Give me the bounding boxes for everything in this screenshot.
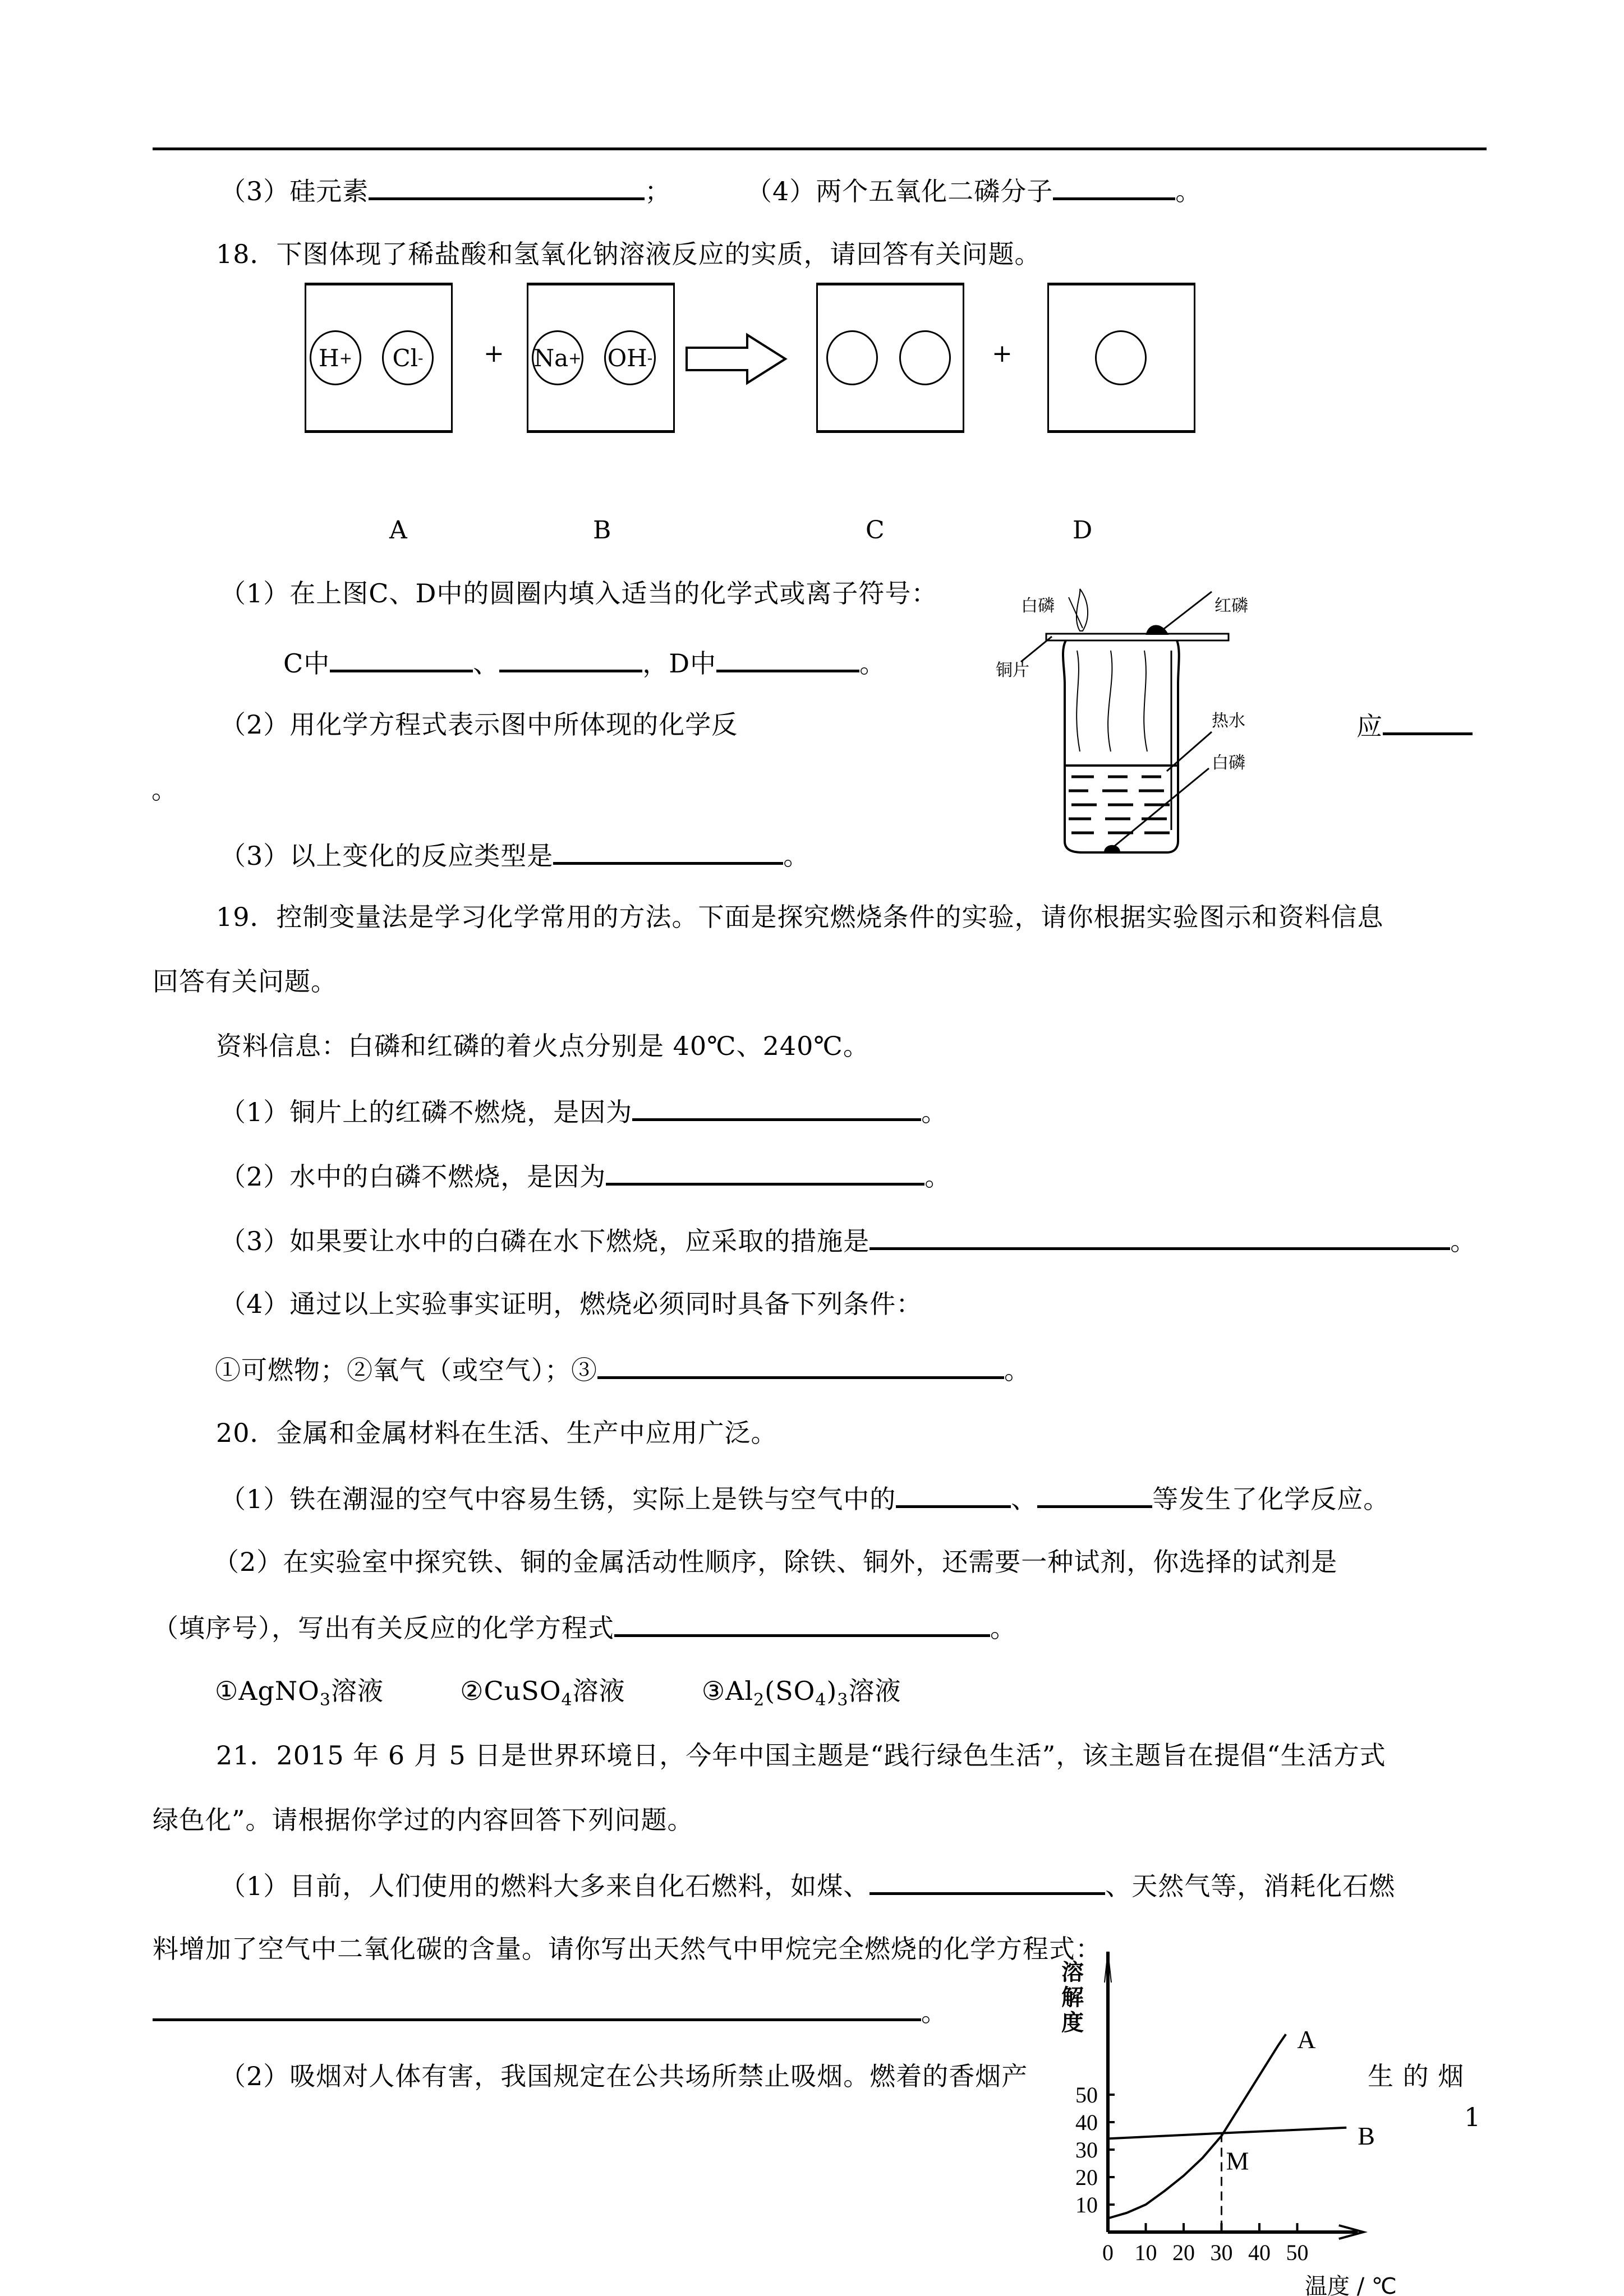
q21-part1-text: （1）目前，人们使用的燃料大多来自化石燃料，如煤、: [220, 1871, 870, 1901]
c-blank-2[interactable]: [499, 645, 642, 672]
plus-sign: +: [992, 339, 1013, 368]
q18-part3-blank[interactable]: [553, 837, 783, 865]
solubility-chart: [1055, 1940, 1425, 2296]
q19-stem-1: 19．控制变量法是学习化学常用的方法。下面是探究燃烧条件的实验，请你根据实验图示和资料信息: [216, 902, 1384, 932]
q18-part1-answers: [283, 645, 886, 680]
q20-part2-text: （填序号），写出有关反应的化学方程式: [153, 1613, 614, 1643]
q17-item4: [746, 173, 1202, 208]
q20-part1-tail: 等发生了化学反应。: [1152, 1484, 1390, 1514]
q20-part1: [220, 1481, 1390, 1516]
q19-part3: [220, 1223, 1476, 1258]
y-tick-label: 50: [1075, 2082, 1098, 2108]
end-punct: 。: [1450, 1226, 1477, 1256]
subscript: 3: [319, 1690, 331, 1710]
ion-circle-empty[interactable]: [1095, 330, 1147, 385]
q20-options: [215, 1674, 901, 1717]
q21-stem-1: 21．2015 年 6 月 5 日是世界环境日，今年中国主题是“践行绿色生活”，该主题旨在提倡“生活方式: [216, 1740, 1386, 1771]
q19-part3-text: （3）如果要让水中的白磷在水下燃烧，应采取的措施是: [220, 1226, 870, 1256]
label-copper-plate: 铜片: [996, 661, 1029, 680]
q19-part4-conditions: [215, 1352, 1030, 1387]
end-punct: 。: [921, 1097, 948, 1127]
q18-part3-text: （3）以上变化的反应类型是: [220, 841, 554, 871]
x-tick-label: 20: [1172, 2240, 1195, 2265]
ion-charge: +: [568, 348, 582, 367]
ion-circle-empty[interactable]: [826, 330, 878, 385]
box-c: [816, 283, 964, 433]
sep: 、: [1011, 1484, 1038, 1514]
series-label-b: B: [1358, 2121, 1375, 2150]
q19-stem-2: 回答有关问题。: [153, 966, 337, 997]
q20-part1-blank-2[interactable]: [1037, 1481, 1152, 1508]
x-axis-label: 温度 / ℃: [1305, 2274, 1397, 2296]
box-label-a: A: [389, 516, 407, 545]
q21-equation-blank[interactable]: [153, 1994, 921, 2021]
y-tick-label: 20: [1075, 2165, 1098, 2190]
option-number: ②: [460, 1676, 484, 1706]
label-red-phosphorus: 红磷: [1214, 596, 1248, 616]
y-axis-label: 溶: [1061, 1960, 1084, 1985]
option-formula: CuSO: [484, 1676, 562, 1706]
q20-part2-line1: （2）在实验室中探究铁、铜的金属活动性顺序，除铁、铜外，还需要一种试剂，你选择的试剂是: [213, 1547, 1338, 1577]
ion-charge: -: [647, 348, 653, 367]
q18-part1: （1）在上图C、D中的圆圈内填入适当的化学式或离子符号：: [220, 578, 938, 608]
option-formula-part: (SO: [765, 1676, 816, 1706]
option-suffix: 溶液: [848, 1676, 901, 1706]
series-label-a: A: [1297, 2025, 1316, 2054]
x-tick-label: 30: [1210, 2240, 1233, 2265]
reaction-arrow-icon: [686, 334, 786, 384]
x-tick-label: 50: [1286, 2240, 1309, 2265]
subscript: 4: [815, 1690, 827, 1710]
option-suffix: 溶液: [572, 1676, 625, 1706]
conditions-text: ①可燃物；②氧气（或空气）；③: [215, 1355, 597, 1385]
ion-base: Cl: [392, 344, 418, 372]
y-tick-label: 30: [1075, 2137, 1098, 2163]
series-line-a: [1108, 2034, 1286, 2218]
end-punct: 。: [924, 1161, 951, 1192]
q19-part2-text: （2）水中的白磷不燃烧，是因为: [220, 1161, 606, 1192]
sep: 、: [473, 648, 500, 679]
option-1: [215, 1676, 384, 1710]
ion-charge: -: [418, 348, 424, 367]
box-label-d: D: [1073, 516, 1093, 545]
y-tick-label: 10: [1075, 2192, 1098, 2217]
q17-item3-punct: ；: [645, 176, 671, 206]
q17-item3-text: （3）硅元素: [220, 176, 369, 206]
q17-item4-text: （4）两个五氧化二磷分子: [746, 176, 1053, 206]
option-3: [701, 1676, 901, 1710]
q19-part4-blank[interactable]: [597, 1352, 1004, 1379]
box-label-c: C: [866, 516, 885, 545]
ion-h-plus: [310, 330, 361, 385]
x-tick-label: 10: [1134, 2240, 1157, 2265]
end-punct: 。: [990, 1613, 1016, 1643]
ion-base: H: [318, 344, 339, 372]
q20-part1-blank-1[interactable]: [896, 1481, 1011, 1508]
q18-part2-blank[interactable]: [1383, 708, 1473, 735]
ion-base: Na: [533, 344, 569, 372]
q18-part2-end: 。: [151, 774, 178, 805]
label-hot-water: 热水: [1212, 711, 1245, 731]
ion-charge: +: [339, 348, 353, 367]
subscript: 3: [837, 1690, 849, 1710]
series-line-b: [1108, 2128, 1346, 2139]
option-number: ③: [701, 1676, 726, 1706]
q20-part2-blank[interactable]: [614, 1610, 990, 1637]
q17-item4-punct: 。: [1175, 176, 1202, 206]
end-punct: 。: [783, 841, 810, 871]
y-axis-label: 度: [1061, 2010, 1084, 2036]
option-2: [460, 1676, 625, 1710]
plus-sign: +: [484, 339, 504, 368]
tail-text: 应: [1356, 711, 1383, 741]
option-formula-part: ): [826, 1676, 838, 1706]
label-white-phosphorus-bottom: 白磷: [1212, 753, 1245, 773]
q19-part1: [220, 1094, 947, 1129]
option-formula: Al: [725, 1676, 754, 1706]
y-axis-label: 解: [1061, 1985, 1084, 2011]
box-d: [1047, 283, 1195, 433]
box-a: [305, 283, 453, 433]
c-prefix: C中: [283, 648, 330, 679]
ion-na-plus: [532, 330, 583, 385]
ion-circle-empty[interactable]: [899, 330, 951, 385]
option-number: ①: [215, 1676, 239, 1706]
end-punct: 。: [1004, 1355, 1030, 1385]
d-prefix: ，D中: [642, 648, 717, 679]
box-b: [527, 283, 675, 433]
c-blank-1[interactable]: [330, 645, 473, 672]
q18-stem: 18．下图体现了稀盐酸和氢氧化钠溶液反应的实质，请回答有关问题。: [216, 239, 1041, 269]
q19-part2: [220, 1158, 951, 1193]
q19-part2-blank[interactable]: [606, 1158, 924, 1186]
ion-base: OH: [607, 344, 647, 372]
intersection-label-m: M: [1226, 2146, 1249, 2175]
end-punct: 。: [859, 648, 886, 679]
header-rule: [153, 147, 1487, 150]
d-blank[interactable]: [716, 645, 859, 672]
end-punct: 。: [921, 1997, 947, 2027]
option-formula: AgNO: [238, 1676, 320, 1706]
q21-equation-line: [153, 1994, 947, 2029]
option-suffix: 溶液: [330, 1676, 384, 1706]
q21-stem-2: 绿色化”。请根据你学过的内容回答下列问题。: [153, 1805, 694, 1835]
label-white-phosphorus-top: 白磷: [1021, 596, 1055, 616]
x-tick-label: 40: [1248, 2240, 1271, 2265]
q18-part2: （2）用化学方程式表示图中所体现的化学反: [220, 709, 738, 740]
q21-part1-tail: 、天然气等，消耗化石燃: [1105, 1871, 1396, 1901]
q19-part4: （4）通过以上实验事实证明，燃烧必须同时具备下列条件：: [220, 1289, 923, 1319]
q20-part2-line2: [153, 1610, 1016, 1645]
q18-part2-tail: [1356, 708, 1473, 743]
q21-part2-tail: 生 的 烟: [1368, 2061, 1465, 2091]
q17-item3: [220, 173, 671, 208]
q20-stem: 20．金属和金属材料在生活、生产中应用广泛。: [216, 1418, 778, 1448]
q21-part1-line2: 料增加了空气中二氧化碳的含量。请你写出天然气中甲烷完全燃烧的化学方程式：: [153, 1934, 1102, 1964]
subscript: 2: [753, 1690, 765, 1710]
q21-part2: （2）吸烟对人体有害，我国规定在公共场所禁止吸烟。燃着的香烟产: [220, 2061, 1028, 2091]
q19-part1-blank[interactable]: [632, 1094, 921, 1121]
q21-part1-blank[interactable]: [869, 1868, 1105, 1895]
ion-cl-minus: [382, 330, 434, 385]
box-label-b: B: [593, 516, 611, 545]
page-number: 1: [1464, 2102, 1482, 2132]
q19-part3-blank[interactable]: [869, 1223, 1450, 1250]
x-tick-label: 0: [1102, 2240, 1114, 2265]
q21-part1: [220, 1868, 1395, 1903]
y-tick-label: 40: [1075, 2110, 1098, 2135]
q19-part1-text: （1）铜片上的红磷不燃烧，是因为: [220, 1097, 633, 1127]
q19-info: 资料信息：白磷和红磷的着火点分别是 40℃、240℃。: [216, 1031, 869, 1061]
subscript: 4: [561, 1690, 573, 1710]
q17-item3-blank[interactable]: [369, 173, 645, 200]
ion-oh-minus: [604, 330, 656, 385]
q20-part1-text: （1）铁在潮湿的空气中容易生锈，实际上是铁与空气中的: [220, 1484, 896, 1514]
combustion-experiment-figure: [996, 596, 1358, 869]
q17-item4-blank[interactable]: [1053, 173, 1175, 200]
q18-part3: [220, 837, 809, 873]
